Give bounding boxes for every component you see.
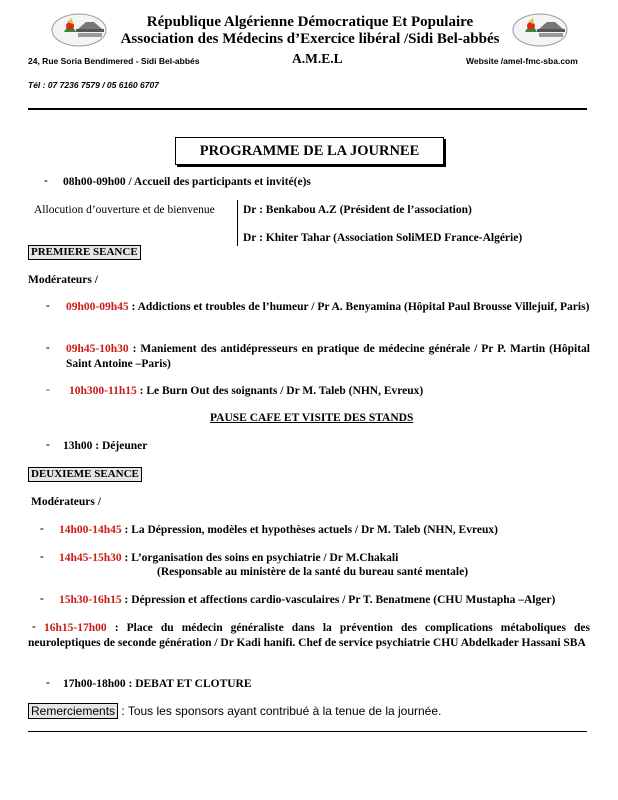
session2-moderators: Modérateurs /	[31, 496, 101, 508]
bullet-dash: -	[46, 677, 50, 689]
item-time: 16h15-17h00	[44, 622, 107, 634]
bullet-dash: -	[44, 175, 48, 187]
session1-moderators: Modérateurs /	[28, 274, 98, 286]
session2-title: DEUXIEME SEANCE	[28, 467, 142, 482]
thanks-label: Remerciements	[28, 703, 118, 719]
item-text: : Le Burn Out des soignants / Dr M. Taleb (NHN, Evreux)	[136, 385, 424, 397]
header-title-line2: Association des Médecins d’Exercice libéral /Sidi Bel-abbés	[120, 31, 500, 47]
item-text: : La Dépression, modèles et hypothèses actuels / Dr M. Taleb (NHN, Evreux)	[121, 524, 498, 536]
bullet-dash: -	[32, 621, 36, 633]
bullet-dash: -	[46, 439, 50, 451]
header-title-line1: République Algérienne Démocratique Et Populaire	[146, 14, 474, 30]
speaker-1: Dr : Benkabou A.Z (Président de l’association)	[243, 204, 472, 216]
thanks-line	[28, 704, 441, 719]
item-time: 14h45-15h30	[59, 552, 122, 564]
allocution-divider	[237, 200, 238, 246]
bullet-dash: -	[40, 593, 44, 605]
header-acronym: A.M.E.L	[292, 51, 343, 66]
session1-item-2	[66, 342, 590, 372]
item-time: 09h45-10h30	[66, 343, 129, 355]
item-time: 14h00-14h45	[59, 524, 122, 536]
session2-item-4	[28, 621, 590, 651]
header-divider	[28, 108, 587, 110]
bullet-dash: -	[40, 523, 44, 535]
closing-line: 17h00-18h00 : DEBAT ET CLOTURE	[63, 678, 252, 690]
bullet-dash: -	[40, 551, 44, 563]
item-time: 09h00-09h45	[66, 301, 129, 313]
session1-title: PREMIERE SEANCE	[28, 245, 141, 260]
session1-item-1	[66, 300, 590, 315]
footer-divider	[28, 731, 587, 732]
bullet-dash: -	[46, 342, 50, 354]
item-text: : Maniement des antidépresseurs en pratique de médecine générale / Pr P. Martin (Hôpital Saint Antoine –Paris)	[66, 343, 590, 370]
item-text: : Place du médecin généraliste dans la prévention des complications métaboliques des neuroleptiques de seconde génération / Dr Kadi hanifi. Chef de service psychiatrie CHU Abdelkader Hassani SBA	[28, 622, 590, 649]
session2-item-3	[59, 593, 555, 608]
header-phone: Tél : 07 7236 7579 / 05 6160 6707	[28, 80, 159, 90]
lunch-line: 13h00 : Déjeuner	[63, 440, 148, 452]
thanks-text: : Tous les sponsors ayant contribué à la tenue de la journée.	[118, 704, 442, 718]
bullet-dash: -	[46, 384, 50, 396]
bullet-dash: -	[46, 300, 50, 312]
welcome-line: 08h00-09h00 / Accueil des participants et invité(e)s	[63, 176, 311, 188]
header-address: 24, Rue Soria Bendimered - Sidi Bel-abbés	[28, 56, 200, 66]
item-time: 15h30-16h15	[59, 594, 122, 606]
session2-item-2	[59, 551, 398, 566]
session1-item-3	[69, 384, 423, 399]
session2-item-1	[59, 523, 498, 538]
header-website: Website /amel-fmc-sba.com	[466, 56, 578, 66]
item-text: : L’organisation des soins en psychiatrie / Dr M.Chakali	[121, 552, 399, 564]
item-text: : Dépression et affections cardio-vasculaires / Pr T. Benatmene (CHU Mustapha –Alger)	[121, 594, 556, 606]
program-title: PROGRAMME DE LA JOURNEE	[175, 137, 444, 165]
allocution-label: Allocution d’ouverture et de bienvenue	[34, 204, 215, 216]
pause-line: PAUSE CAFE ET VISITE DES STANDS	[210, 412, 414, 424]
speaker-2: Dr : Khiter Tahar (Association SoliMED France-Algérie)	[243, 232, 523, 244]
session2-item-2-note: (Responsable au ministère de la santé du bureau santé mentale)	[157, 566, 469, 578]
item-time: 10h300-11h15	[69, 385, 137, 397]
item-text: : Addictions et troubles de l’humeur / Pr A. Benyamina (Hôpital Paul Brousse Villejuif, Paris)	[128, 301, 590, 313]
